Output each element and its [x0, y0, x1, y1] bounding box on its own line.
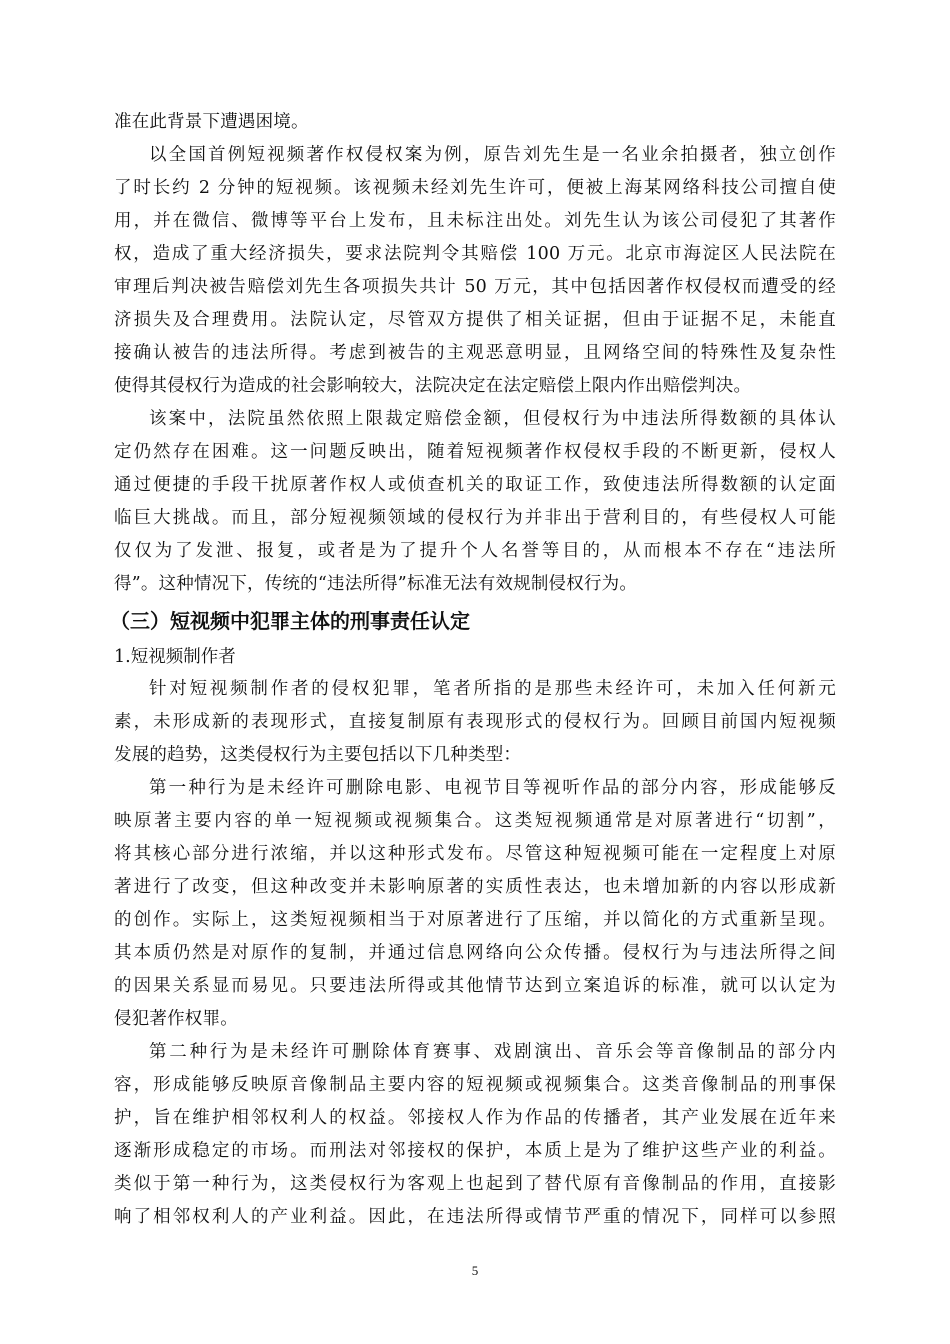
- paragraph-line: 类似于第一种行为，这类侵权行为客观上也起到了替代原有音像制品的作用，直接影: [114, 1174, 836, 1194]
- paragraph-type-one: [114, 772, 836, 1036]
- paragraph-line: 第二种行为是未经许可删除体育赛事、戏剧演出、音乐会等音像制品的部分内: [149, 1042, 836, 1062]
- paragraph-line: 的因果关系显而易见。只要违法所得或其他情节达到立案追诉的标准，就可以认定为: [114, 976, 836, 996]
- paragraph-case-analysis: [114, 403, 836, 601]
- paragraph-line: 的创作。实际上，这类短视频相当于对原著进行了压缩，并以简化的方式重新呈现。: [114, 910, 836, 930]
- paragraph-line: 以全国首例短视频著作权侵权案为例，原告刘先生是一名业余拍摄者，独立创作: [149, 145, 836, 165]
- paragraph-line: 将其核心部分进行浓缩，并以这种形式发布。尽管这种短视频可能在一定程度上对原: [114, 844, 836, 864]
- paragraph-line: 其本质仍然是对原作的复制，并通过信息网络向公众传播。侵权行为与违法所得之间: [114, 943, 836, 963]
- paragraph-line: 得”。这种情况下，传统的“违法所得”标准无法有效规制侵权行为。: [114, 574, 638, 594]
- paragraph-line: 映原著主要内容的单一短视频或视频集合。这类短视频通常是对原著进行“切割”，: [114, 811, 836, 831]
- paragraph-line: 发展的趋势，这类侵权行为主要包括以下几种类型：: [114, 745, 522, 765]
- paragraph-line: 用，并在微信、微博等平台上发布，且未标注出处。刘先生认为该公司侵犯了其著作: [114, 211, 836, 231]
- paragraph-line: 济损失及合理费用。法院认定，尽管双方提供了相关证据，但由于证据不足，未能直: [114, 310, 836, 330]
- paragraph-line: 响了相邻权利人的产业利益。因此，在违法所得或情节严重的情况下，同样可以参照: [114, 1207, 836, 1227]
- paragraph-line: 权，造成了重大经济损失，要求法院判令其赔偿 100 万元。北京市海淀区人民法院在: [114, 244, 836, 264]
- paragraph-line: 护，旨在维护相邻权利人的权益。邻接权人作为作品的传播者，其产业发展在近年来: [114, 1108, 836, 1128]
- paragraph-line: 针对短视频制作者的侵权犯罪，笔者所指的是那些未经许可，未加入任何新元: [149, 679, 836, 699]
- paragraph-line: 定仍然存在困难。这一问题反映出，随着短视频著作权侵权手段的不断更新，侵权人: [114, 442, 836, 462]
- paragraph-line: 使得其侵权行为造成的社会影响较大，法院决定在法定赔偿上限内作出赔偿判决。: [114, 376, 752, 396]
- paragraph-line: 容，形成能够反映原音像制品主要内容的短视频或视频集合。这类音像制品的刑事保: [114, 1075, 836, 1095]
- paragraph-line: 审理后判决被告赔偿刘先生各项损失共计 50 万元，其中包括因著作权侵权而遭受的经: [114, 277, 836, 297]
- page-number: 5: [471, 1263, 479, 1278]
- paragraph-line: 该案中，法院虽然依照上限裁定赔偿金额，但侵权行为中违法所得数额的具体认: [149, 409, 836, 429]
- paragraph-type-two: [114, 1036, 836, 1234]
- paragraph-line: 侵犯著作权罪。: [114, 1009, 238, 1029]
- subsection-heading: 1.短视频制作者: [114, 647, 236, 667]
- paragraph-line: 仅仅为了发泄、报复，或者是为了提升个人名誉等目的，从而根本不存在“违法所: [114, 541, 836, 561]
- paragraph-line: 接确认被告的违法所得。考虑到被告的主观恶意明显，且网络空间的特殊性及复杂性: [114, 343, 836, 363]
- paragraph-line: 通过便捷的手段干扰原著作权人或侦查机关的取证工作，致使违法所得数额的认定面: [114, 475, 836, 495]
- paragraph-line: 逐渐形成稳定的市场。而刑法对邻接权的保护，本质上是为了维护这些产业的利益。: [114, 1141, 836, 1161]
- paragraph-line: 著进行了改变，但这种改变并未影响原著的实质性表达，也未增加新的内容以形成新: [114, 877, 836, 897]
- paragraph-line: 了时长约 2 分钟的短视频。该视频未经刘先生许可，便被上海某网络科技公司擅自使: [114, 178, 836, 198]
- paragraph-line: 素，未形成新的表现形式，直接复制原有表现形式的侵权行为。回顾目前国内短视频: [114, 712, 836, 732]
- paragraph-producer-intro: [114, 673, 836, 772]
- paragraph-case-example: [114, 139, 836, 403]
- paragraph-line: 临巨大挑战。而且，部分短视频领域的侵权行为并非出于营利目的，有些侵权人可能: [114, 508, 836, 528]
- paragraph-line: 第一种行为是未经许可删除电影、电视节目等视听作品的部分内容，形成能够反: [149, 778, 836, 798]
- paragraph-line: 准在此背景下遭遇困境。: [114, 112, 309, 132]
- document-body: [110, 106, 836, 1234]
- section-heading: （三）短视频中犯罪主体的刑事责任认定: [110, 609, 470, 633]
